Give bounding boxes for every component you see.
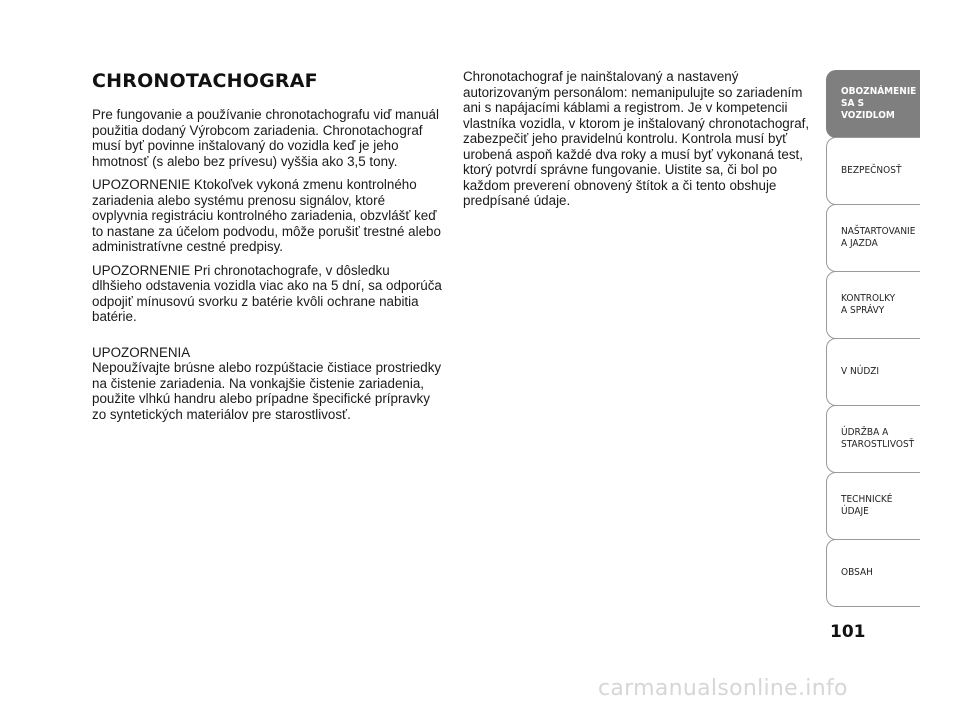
tab-label: BEZPEČNOSŤ <box>841 165 902 176</box>
tab-bezpecnost[interactable] <box>826 137 920 205</box>
tab-label: ÚDRŽBA A STAROSTLIVOSŤ <box>841 427 915 450</box>
tab-nastartovanie[interactable] <box>826 204 920 272</box>
tab-oboznamenie[interactable] <box>826 70 920 138</box>
tab-label: OBSAH <box>841 567 873 578</box>
tab-kontrolky[interactable] <box>826 271 920 339</box>
paragraph-cleaning: Nepoužívajte brúsne alebo rozpúštacie čistiace prostriedky na čistenie zariadenia. Na vonkajšie čistenie zariadenia, použite vlhkú handru alebo prípadne špecifické prípravky zo syntetických materiálov pre starostlivosť. <box>92 360 442 422</box>
right-column <box>463 69 813 217</box>
paragraph-warning-battery: UPOZORNENIE Pri chronotachografe, v dôsledku dlhšieho odstavenia vozidla viac ako na 5 dní, sa odporúča odpojiť mínusovú svorku z batérie kvôli ochrane nabitia batérie. <box>92 262 442 324</box>
tab-label: NAŠTARTOVANIE A JAZDA <box>841 226 916 249</box>
tab-label: KONTROLKY A SPRÁVY <box>841 293 896 316</box>
spacer <box>92 333 442 345</box>
tab-label: OBOZNÁMENIE SA S VOZIDLOM <box>841 86 917 121</box>
tab-label: V NÚDZI <box>841 366 880 377</box>
paragraph-usage: Pre fungovanie a používanie chronotachografu viď manuál použitia dodaný Výrobcom zariadenia. Chronotachograf musí byť povinne inštalovaný do vozidla keď je jeho hmotnosť (s alebo bez prívesu) vyššia ako 3,5 tony. <box>92 107 439 169</box>
tab-obsah[interactable] <box>826 539 920 607</box>
chapter-tabs <box>826 70 920 607</box>
paragraph-installation: Chronotachograf je nainštalovaný a nastavený autorizovaným personálom: nemanipulujte so zariadením ani s napájacími káblami a registrom. Je v kompetencii vlastníka vozidla, v ktorom je inštalovaný chronotachograf, zabezpečiť jeho pravidelnú kontrolu. Kontrola musí byť urobená aspoň každé dva roky a musí byť vykonaná test, ktorý potvrdí správne fungovanie. Uistite sa, či bol po každom preverení obnovený štítok a či tento obshuje predpísané údaje. <box>463 69 810 208</box>
tab-udrzba[interactable] <box>826 405 920 473</box>
paragraph-warning-tampering: UPOZORNENIE Ktokoľvek vykoná zmenu kontrolného zariadenia alebo systému prenosu signálov, ktoré ovplyvnia registráciu kontrolného zariadenia, obzvlášť keď to nastane za účelom podvodu, môže porušiť trestné alebo administratívne cestné predpisy. <box>92 177 441 254</box>
watermark: carmanualsonline.info <box>598 676 848 701</box>
tab-label: TECHNICKÉ ÚDAJE <box>841 494 893 517</box>
tab-technicke-udaje[interactable] <box>826 472 920 540</box>
warnings-title: UPOZORNENIA <box>92 344 191 360</box>
tab-v-nudzi[interactable] <box>826 338 920 406</box>
page-heading: CHRONOTACHOGRAF <box>92 70 318 92</box>
left-column <box>92 107 442 430</box>
page-number: 101 <box>830 622 866 642</box>
